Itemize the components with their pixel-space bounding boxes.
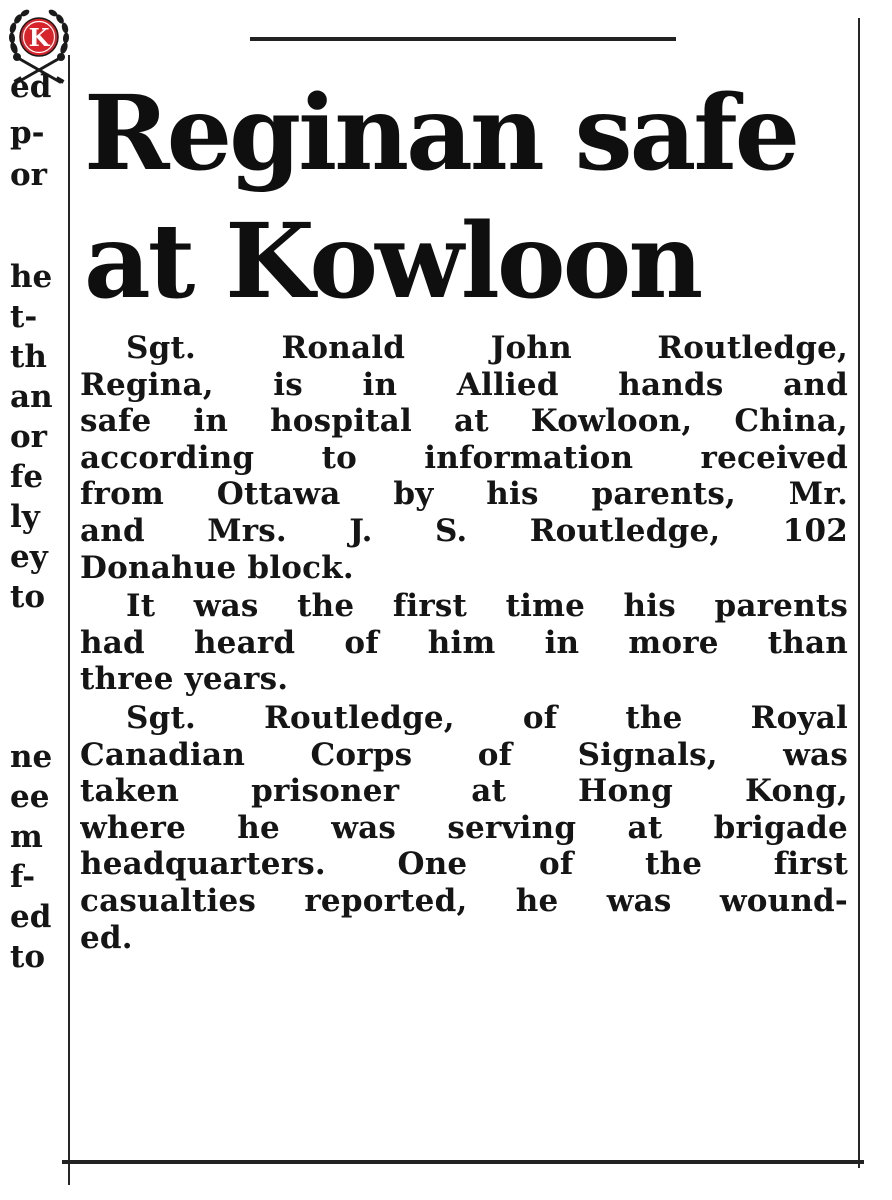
headline-line-2: at Kowloon	[84, 201, 701, 322]
left-column-fragment: ne	[10, 739, 53, 775]
left-column-fragment: ed	[10, 69, 52, 105]
left-column-fragment: ed	[10, 899, 52, 935]
article-body	[80, 330, 848, 956]
left-column-fragment: m	[10, 819, 43, 855]
left-column-fragment: th	[10, 339, 47, 375]
headline-line-1: Reginan safe	[84, 73, 798, 194]
left-column-fragment: ey	[10, 539, 48, 575]
left-column-fragment: f-	[10, 859, 36, 895]
article-line: Regina, is in Allied hands and	[80, 366, 848, 403]
headline	[84, 70, 854, 326]
article-line: Canadian Corps of Signals, was	[80, 736, 848, 773]
article-line: ed.	[80, 919, 133, 956]
article-line: Sgt. Ronald John Routledge,	[126, 330, 848, 366]
article-line: Donahue block.	[80, 549, 354, 586]
article-line: Sgt. Routledge, of the Royal	[126, 699, 848, 736]
left-column-fragment: fe	[10, 459, 44, 495]
article-line: where he was serving at brigade	[80, 809, 848, 846]
article-line: and Mrs. J. S. Routledge, 102	[80, 512, 848, 549]
bottom-rule	[62, 1160, 864, 1164]
left-column-fragment: he	[10, 259, 53, 295]
left-column-fragment: ly	[10, 499, 40, 535]
top-rule	[250, 37, 676, 41]
article-line: safe in hospital at Kowloon, China,	[80, 403, 848, 440]
article-line: from Ottawa by his parents, Mr.	[80, 476, 848, 513]
left-column-fragment: an	[10, 379, 53, 415]
logo-letter: K	[28, 23, 50, 52]
left-column-fragment: p-	[10, 115, 45, 151]
left-column-fragment: ee	[10, 779, 50, 815]
left-column-fragment: t-	[10, 299, 38, 335]
left-column-fragment: or	[10, 157, 48, 193]
article-line: had heard of him in more than	[80, 624, 848, 661]
left-column-fragment: to	[10, 579, 45, 615]
article-line: taken prisoner at Hong Kong,	[80, 773, 848, 810]
left-column-fragments	[10, 0, 70, 1200]
left-column-fragment: to	[10, 939, 45, 975]
article-line: headquarters. One of the first	[80, 846, 848, 883]
article-line: according to information received	[80, 439, 848, 476]
column-rule-right	[858, 18, 860, 1168]
article-line: three years.	[80, 661, 289, 698]
article-line: It was the first time his parents	[126, 588, 848, 625]
article-line: casualties reported, he was wound-	[80, 882, 848, 919]
left-column-fragment: or	[10, 419, 48, 455]
column-rule-left	[68, 55, 70, 1185]
